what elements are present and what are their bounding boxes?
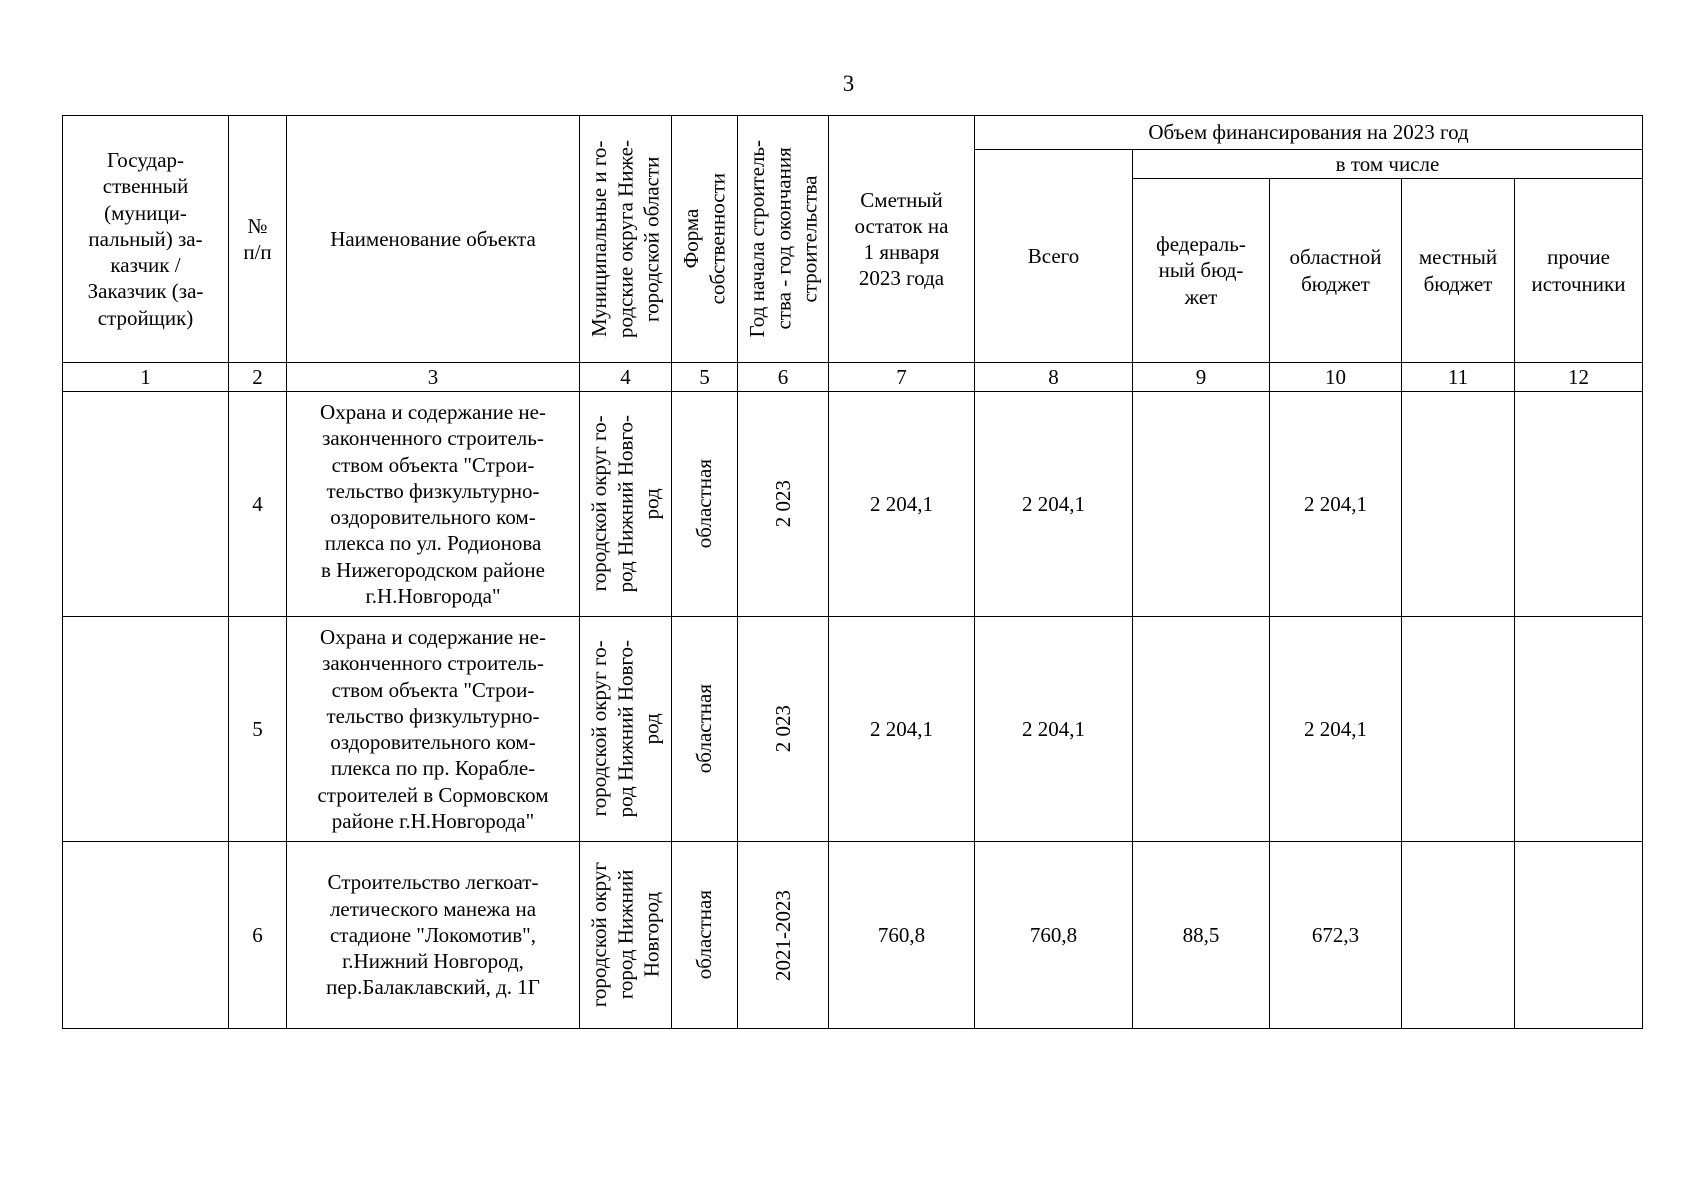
table-row: [63, 392, 1643, 617]
header-funding-title: Объем финансирования на 2023 год: [975, 116, 1643, 150]
col-num-5: 5: [672, 363, 738, 392]
row-customer: [63, 392, 229, 617]
row-estimate: 2 204,1: [829, 392, 975, 617]
col-num-4: 4: [580, 363, 672, 392]
table-row: [63, 842, 1643, 1029]
row-customer: [63, 842, 229, 1029]
row-customer: [63, 617, 229, 842]
row-object-name: Охрана и содержание не- законченного строитель- ством объекта "Строи- тельство физкультурно- оздоровительного ком- плекса по ул. Родионова в Нижегородском районе г.Н.Новгорода": [287, 392, 580, 617]
row-federal: 88,5: [1133, 842, 1270, 1029]
column-numbers-row: [63, 363, 1643, 392]
col-num-3: 3: [287, 363, 580, 392]
row-years: 2 023: [738, 392, 829, 617]
row-object-name: Охрана и содержание не- законченного строитель- ством объекта "Строи- тельство физкультурно- оздоровительного ком- плекса по пр. Корабле- строителей в Сормовском районе г.Н.Новгорода": [287, 617, 580, 842]
col-num-6: 6: [738, 363, 829, 392]
row-local: [1402, 842, 1515, 1029]
row-num: 6: [229, 842, 287, 1029]
col-num-9: 9: [1133, 363, 1270, 392]
header-total: Всего: [975, 150, 1133, 363]
col-num-12: 12: [1515, 363, 1643, 392]
row-ownership: областная: [672, 842, 738, 1029]
row-regional: 672,3: [1270, 842, 1402, 1029]
row-regional: 2 204,1: [1270, 617, 1402, 842]
header-row-1: [63, 116, 1643, 150]
header-years: Год начала строитель- ства - год окончания строительства: [738, 116, 829, 363]
row-estimate: 760,8: [829, 842, 975, 1029]
row-num: 5: [229, 617, 287, 842]
row-ownership: областная: [672, 617, 738, 842]
header-regional: областной бюджет: [1270, 179, 1402, 363]
header-ownership: Форма собственности: [672, 116, 738, 363]
row-object-name: Строительство легкоат- летического манежа на стадионе "Локомотив", г.Нижний Новгород, пер.Балаклавский, д. 1Г: [287, 842, 580, 1029]
header-local: местный бюджет: [1402, 179, 1515, 363]
header-municipality: Муниципальные и го- родские округа Ниже- городской области: [580, 116, 672, 363]
header-including: в том числе: [1133, 150, 1643, 179]
header-estimate: Сметный остаток на 1 января 2023 года: [829, 116, 975, 363]
header-object-name: Наименование объекта: [287, 116, 580, 363]
header-federal: федераль- ный бюд- жет: [1133, 179, 1270, 363]
header-customer: Государ- ственный (муници- пальный) за- казчик / Заказчик (за- стройщик): [63, 116, 229, 363]
row-other: [1515, 392, 1643, 617]
row-total: 760,8: [975, 842, 1133, 1029]
row-years: 2021-2023: [738, 842, 829, 1029]
row-regional: 2 204,1: [1270, 392, 1402, 617]
row-years: 2 023: [738, 617, 829, 842]
row-total: 2 204,1: [975, 392, 1133, 617]
col-num-10: 10: [1270, 363, 1402, 392]
page-number: 3: [842, 71, 855, 96]
table-row: [63, 617, 1643, 842]
financing-table: [62, 115, 1643, 1029]
col-num-7: 7: [829, 363, 975, 392]
header-num: № п/п: [229, 116, 287, 363]
row-federal: [1133, 392, 1270, 617]
col-num-8: 8: [975, 363, 1133, 392]
row-local: [1402, 392, 1515, 617]
row-other: [1515, 617, 1643, 842]
col-num-2: 2: [229, 363, 287, 392]
row-local: [1402, 617, 1515, 842]
row-estimate: 2 204,1: [829, 617, 975, 842]
col-num-1: 1: [63, 363, 229, 392]
header-other: прочие источники: [1515, 179, 1643, 363]
col-num-11: 11: [1402, 363, 1515, 392]
row-federal: [1133, 617, 1270, 842]
row-ownership: областная: [672, 392, 738, 617]
row-other: [1515, 842, 1643, 1029]
row-total: 2 204,1: [975, 617, 1133, 842]
row-municipality: городской округ город Нижний Новгород: [580, 842, 672, 1029]
row-municipality: городской округ го- род Нижний Новго- род: [580, 392, 672, 617]
row-municipality: городской округ го- род Нижний Новго- род: [580, 617, 672, 842]
row-num: 4: [229, 392, 287, 617]
